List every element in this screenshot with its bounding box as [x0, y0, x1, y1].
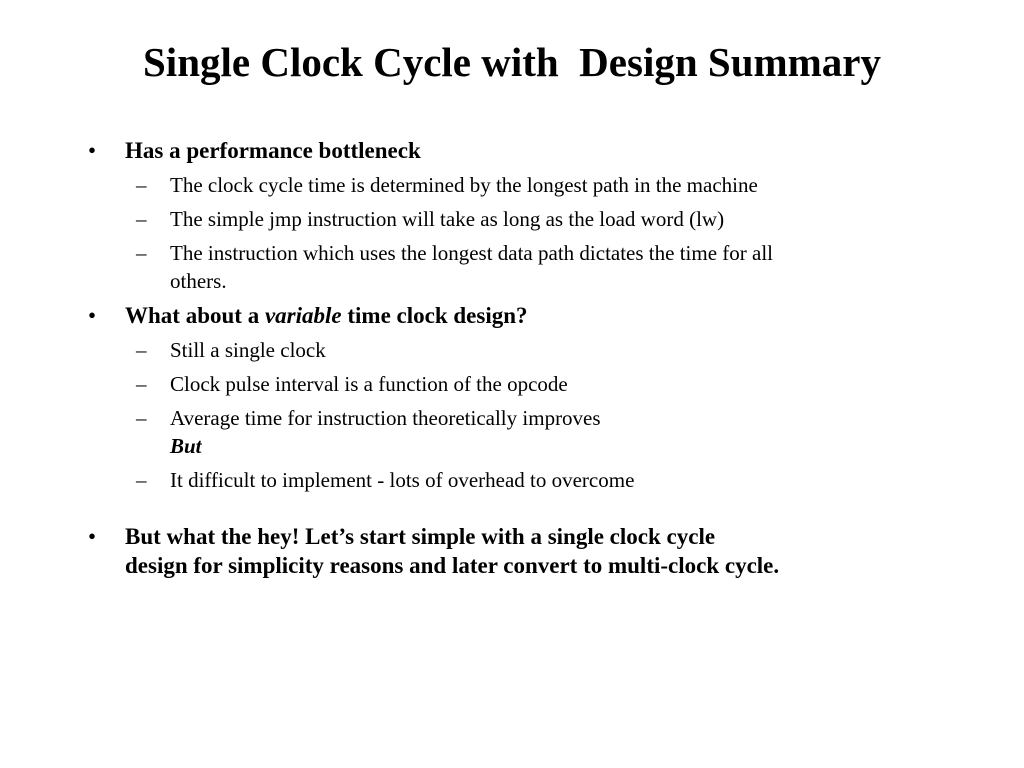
- sub-item: [88, 205, 968, 233]
- slide-content: [88, 136, 968, 586]
- dash-marker: –: [136, 468, 147, 492]
- bullet-start-simple: [88, 522, 968, 580]
- bullet-marker: •: [88, 138, 97, 163]
- sub-item: [88, 239, 968, 295]
- bullet-text-line1: But what the hey! Let’s start simple with a single clock cycle: [125, 524, 716, 549]
- dash-marker: –: [136, 241, 147, 265]
- bullet-text-emphasis: variable: [264, 303, 342, 328]
- dash-marker: –: [136, 372, 147, 396]
- slide-title: Single Clock Cycle with Design Summary: [143, 39, 881, 85]
- sub-list-variable-clock: [88, 336, 968, 494]
- dash-marker: –: [136, 338, 147, 362]
- sub-item-text: Clock pulse interval is a function of the opcode: [170, 372, 568, 396]
- sub-item-text-line2: But: [170, 434, 202, 458]
- bullet-marker: •: [88, 303, 97, 328]
- sub-item-text: The simple jmp instruction will take as long as the load word (lw): [170, 207, 725, 231]
- sub-item-text-line2: others.: [170, 269, 227, 293]
- dash-marker: –: [136, 406, 147, 430]
- bullet-text-suffix: time clock design?: [341, 303, 528, 328]
- sub-item: [88, 466, 968, 494]
- bullet-text-line2: design for simplicity reasons and later convert to multi-clock cycle.: [125, 553, 780, 578]
- bullet-text: [125, 301, 968, 330]
- dash-marker: –: [136, 173, 147, 197]
- sub-item-text-line1: The instruction which uses the longest data path dictates the time for all: [170, 241, 774, 265]
- sub-list-bottleneck: [88, 171, 968, 295]
- sub-item-text: It difficult to implement - lots of overhead to overcome: [170, 468, 635, 492]
- sub-item: [88, 336, 968, 364]
- sub-item: [88, 404, 968, 460]
- spacer: [88, 500, 968, 522]
- dash-marker: –: [136, 207, 147, 231]
- bullet-variable-time-clock: [88, 301, 968, 330]
- sub-item: [88, 370, 968, 398]
- bullet-text-prefix: What about a: [125, 303, 265, 328]
- bullet-marker: •: [88, 524, 97, 549]
- sub-item-text: The clock cycle time is determined by the longest path in the machine: [170, 173, 758, 197]
- bullet-text: Has a performance bottleneck: [125, 138, 421, 163]
- sub-item-text-line1: Average time for instruction theoretically improves: [170, 406, 601, 430]
- bullet-performance-bottleneck: [88, 136, 968, 165]
- sub-item-text: Still a single clock: [170, 338, 326, 362]
- sub-item: [88, 171, 968, 199]
